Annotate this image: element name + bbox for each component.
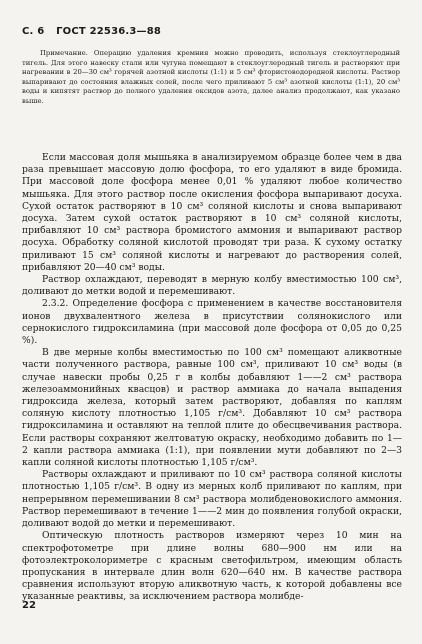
section-heading-paragraph: 2.3.2. Определение фосфора с применением в качестве восстановителя ионов двухвалентного железа в присутствии солянокислого или сернокислого гидроксиламина (при массовой доле фосфора от 0,05 до 0,25 %).	[22, 298, 402, 347]
paragraph: Если массовая доля мышьяка в анализируемом образце более чем в два раза превышает массовую долю фосфора, то его удаляют в виде бромида. При массовой доле фосфора менее 0,01 % удаляют любое количество мышьяка. Для этого раствор после окисления фосфора выпаривают досуха. Сухой остаток растворяют в 10 см³ соляной кислоты и снова выпаривают досуха. Затем сухой остаток растворяют в 10 см³ соляной кислоты, прибавляют 10 см³ раствора бромистого аммония и выпаривают раствор досуха. Обработку соляной кислотой проводят три раза. К сухому остатку приливают 15 см³ соляной кислоты и нагревают до растворения солей, прибавляют 20—40 см³ воды.	[22, 152, 402, 273]
standard-code: ГОСТ 22536.3—88	[56, 26, 162, 37]
note-text: Примечание. Операцию удаления кремния можно проводить, используя стеклоуглеродный тигель. Для этого навеску стали или чугуна помещают в стеклоуглеродный тигель и растворяют при нагревании в 20—30 см³ горячей азотной кислоты (1:1) и 5 см³ фтористоводородной кислоты. Раствор выпаривают до состояния влажных солей, после чего приливают 5 см³ азотной кислоты (1:1), 20 см³ воды и кипятят раствор до полного удаления оксидов азота, далее анализ продолжают, как указано выше.	[22, 49, 400, 105]
paragraph: Раствор охлаждают, переводят в мерную колбу вместимостью 100 см³, доливают до метки водой и перемешивают.	[22, 274, 402, 298]
note-block	[22, 49, 400, 107]
page-header	[22, 26, 169, 37]
paragraph: В две мерные колбы вместимостью по 100 см³ помещают аликвотные части полученного раствора, равные 100 см³, приливают 10 см³ воды (в случае навески пробы 0,25 г в колбы добавляют 1——2 см³ раствора железоаммонийных квасцов) и раствор аммиака до начала выпадения гидроксида железа, который затем растворяют, добавляя по каплям соляную кислоту плотностью 1,105 г/см³. Добавляют 10 см³ раствора гидроксиламина и оставляют на теплой плите до обесцвечивания раствора. Если растворы сохраняют желтоватую окраску, необходимо добавить по 1—2 капли раствора аммиака (1:1), при появлении мути добавляют по 2—3 капли соляной кислоты плотностью 1,105 г/см³.	[22, 347, 402, 469]
page-label: С. 6	[22, 26, 45, 37]
paragraph: Оптическую плотность растворов измеряют через 10 мин на спектрофотометре при длине волны 680—900 нм или на фотоэлектроколориметре с красным светофильтром, имеющим область пропускания в интервале длин волн 620—640 нм. В качестве раствора сравнения используют вторую аликвотную часть, к которой добавлены все указанные реактивы, за исключением раствора молибде-	[22, 530, 402, 603]
main-text	[22, 152, 402, 604]
page-number: 22	[22, 600, 36, 611]
paragraph: Растворы охлаждают и приливают по 10 см³ раствора соляной кислоты плотностью 1,105 г/см³. В одну из мерных колб приливают по каплям, при непрерывном перемешивании 8 см³ раствора молибденовокислого аммония. Раствор перемешивают в течение 1——2 мин до появления голубой окраски, доливают водой до метки и перемешивают.	[22, 469, 402, 530]
